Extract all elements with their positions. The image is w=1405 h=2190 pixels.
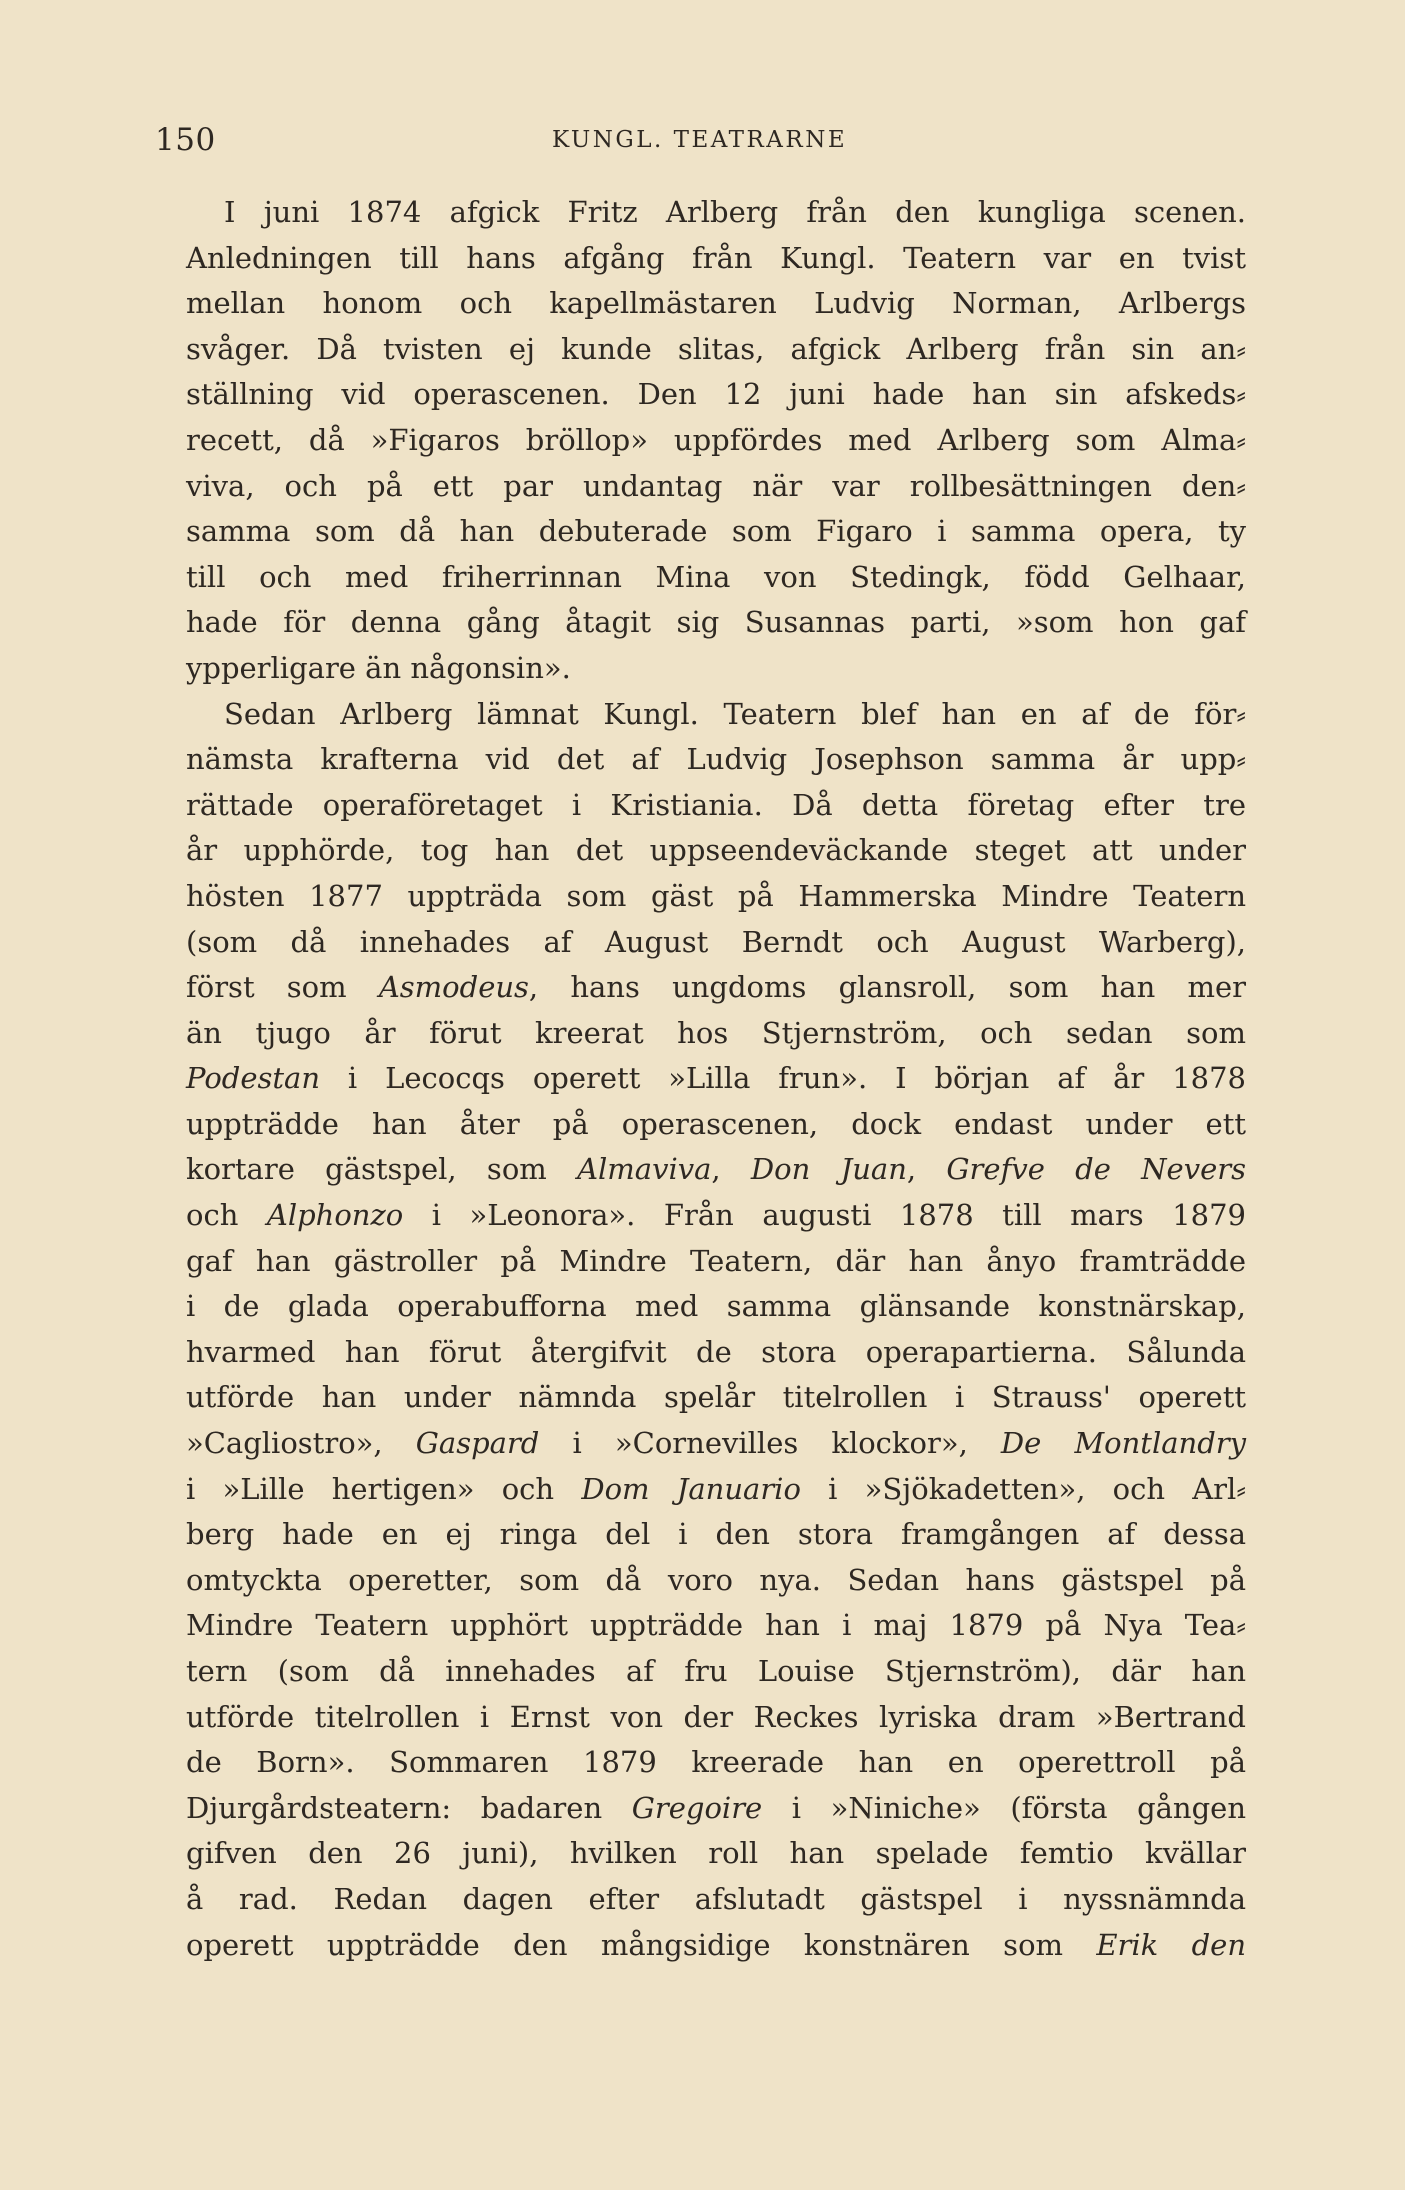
text-line: år upphörde, tog han det uppseendeväckande steget att under <box>186 833 1246 868</box>
text-line: I juni 1874 afgick Fritz Arlberg från den kungliga scenen. <box>224 195 1246 229</box>
text-line: recett, då »Figaros bröllop» uppfördes med Arlberg som Alma⸗ <box>186 422 1246 457</box>
text-line: »Cagliostro», Gaspard i »Cornevilles klockor», De Montlandry <box>186 1426 1246 1461</box>
text-line: Sedan Arlberg lämnat Kungl. Teatern blef han en af de för⸗ <box>224 696 1246 731</box>
text-line: och Alphonzo i »Leonora». Från augusti 1878 till mars 1879 <box>186 1198 1246 1233</box>
text-line: tern (som då innehades af fru Louise Stjernström), där han <box>186 1654 1246 1688</box>
text-line: utförde titelrollen i Ernst von der Reckes lyriska dram »Bertrand <box>186 1699 1246 1734</box>
text-line: utförde han under nämnda spelår titelrollen i Strauss' operett <box>186 1380 1246 1415</box>
text-line: svåger. Då tvisten ej kunde slitas, afgick Arlberg från sin an⸗ <box>186 331 1246 366</box>
text-line: i de glada operabufforna med samma glänsande konstnärskap, <box>186 1289 1246 1324</box>
text-line: nämsta krafterna vid det af Ludvig Josephson samma år upp⸗ <box>186 742 1246 777</box>
page-number: 150 <box>155 122 216 158</box>
text-line: hvarmed han förut återgifvit de stora operapartierna. Sålunda <box>186 1334 1246 1369</box>
text-line: till och med friherrinnan Mina von Stedingk, född Gelhaar, <box>186 559 1246 594</box>
text-line: Djurgårdsteatern: badaren Gregoire i »Niniche» (första gången <box>186 1790 1246 1825</box>
text-line: ypperligare än någonsin». <box>186 650 571 685</box>
text-line: gaf han gästroller på Mindre Teatern, där han ånyo framträdde <box>186 1243 1246 1278</box>
text-line: först som Asmodeus, hans ungdoms glansroll, som han mer <box>186 970 1246 1005</box>
text-line: än tjugo år förut kreerat hos Stjernström, och sedan som <box>186 1015 1246 1050</box>
text-line: kortare gästspel, som Almaviva, Don Juan, Grefve de Nevers <box>186 1152 1246 1187</box>
text-line: Mindre Teatern upphört uppträdde han i maj 1879 på Nya Tea⸗ <box>186 1608 1246 1643</box>
text-line: hösten 1877 uppträda som gäst på Hammerska Mindre Teatern <box>186 878 1246 913</box>
text-line: å rad. Redan dagen efter afslutadt gästspel i nyssnämnda <box>186 1881 1246 1916</box>
body-text <box>186 190 1246 1968</box>
text-line: rättade operaföretaget i Kristiania. Då detta företag efter tre <box>186 787 1246 822</box>
text-line: uppträdde han åter på operascenen, dock endast under ett <box>186 1106 1246 1141</box>
text-line: operett uppträdde den mångsidige konstnären som Erik den <box>186 1927 1246 1962</box>
text-line: de Born». Sommaren 1879 kreerade han en operettroll på <box>186 1745 1246 1780</box>
text-line: mellan honom och kapellmästaren Ludvig Norman, Arlbergs <box>186 286 1246 321</box>
text-line: i »Lille hertigen» och Dom Januario i »Sjökadetten», och Arl⸗ <box>186 1471 1246 1506</box>
text-line: hade för denna gång åtagit sig Susannas parti, »som hon gaf <box>186 605 1246 640</box>
text-line: berg hade en ej ringa del i den stora framgången af dessa <box>186 1517 1246 1552</box>
text-line: viva, och på ett par undantag när var rollbesättningen den⸗ <box>186 468 1246 503</box>
running-head: KUNGL. TEATRARNE <box>552 127 848 153</box>
text-line: samma som då han debuterade som Figaro i samma opera, ty <box>186 514 1246 549</box>
text-line: gifven den 26 juni), hvilken roll han spelade femtio kvällar <box>186 1836 1246 1871</box>
text-line: omtyckta operetter, som då voro nya. Sedan hans gästspel på <box>186 1562 1246 1597</box>
text-line: ställning vid operascenen. Den 12 juni hade han sin afskeds⸗ <box>186 377 1246 412</box>
text-line: (som då innehades af August Berndt och August Warberg), <box>186 924 1246 959</box>
text-line: Podestan i Lecocqs operett »Lilla frun». I början af år 1878 <box>186 1061 1246 1096</box>
text-line: Anledningen till hans afgång från Kungl. Teatern var en tvist <box>186 240 1246 275</box>
